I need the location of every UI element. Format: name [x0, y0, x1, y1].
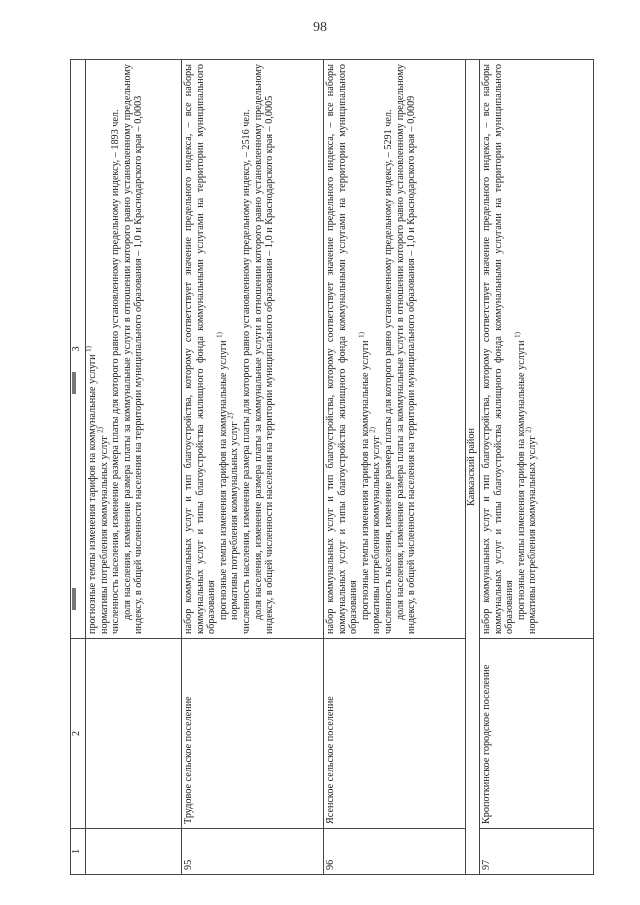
description-line: численность населения, изменение размера платы для которого равно установленному предельному индексу, – 2516 чел. [240, 109, 252, 634]
region-row [466, 60, 480, 875]
row-description [182, 60, 324, 639]
description-line: набор коммунальных услуг и тип благоустройства, которому соответствует значение предельного индекса, – все наборы коммунальных услуг и типы благоустройства жилищного фонда коммунальными услугами на территории муниципального образования [481, 64, 516, 634]
description-line: прогнозные темпы изменения тарифов на коммунальные услуги $^{1)}$ [84, 346, 98, 634]
settlement-name: Трудовое сельское поселение [182, 639, 324, 829]
description-line: прогнозные темпы изменения тарифов на коммунальные услуги $^{1)}$ [513, 332, 527, 620]
row-number: 95 [182, 829, 324, 875]
settlement-name [86, 639, 182, 829]
description-line: доля населения, изменение размера платы за коммунальные услуги в отношении которого равно установленному предельному индексу, в общей численности населения на территории муниципального образования – 1,0 и Краснодарского края – 0,0003 [121, 64, 145, 634]
table-row [324, 60, 466, 875]
row-description [86, 60, 182, 639]
table-row [480, 60, 594, 875]
settlement-name: Ясенское сельское поселение [324, 639, 466, 829]
row-number: 97 [480, 829, 594, 875]
description-line: набор коммунальных услуг и тип благоустройства, которому соответствует значение предельного индекса, – все наборы коммунальных услуг и типы благоустройства жилищного фонда коммунальными услугами на территории муниципального образования [183, 64, 218, 634]
description-line: нормативы потребления коммунальных услуг $^{2)}$ [368, 427, 383, 634]
page-number: 98 [313, 20, 327, 35]
tariff-table [70, 59, 594, 875]
description-line: нормативы потребления коммунальных услуг $^{2)}$ [524, 427, 539, 634]
row-number: 96 [324, 829, 466, 875]
table-row [182, 60, 324, 875]
header-row [71, 60, 86, 875]
table-row [86, 60, 182, 875]
settlement-name: Кропоткинское городское поселение [480, 639, 594, 829]
description-line: нормативы потребления коммунальных услуг $^{2)}$ [226, 413, 241, 620]
description-line: численность населения, изменение размера платы для которого равно установленному предельному индексу, – 1893 чел. [110, 109, 122, 634]
row-description [480, 60, 594, 639]
description-line: доля населения, изменение размера платы за коммунальные услуги в отношении которого равно установленному предельному индексу, в общей численности населения на территории муниципального образования – 1,0 и Краснодарского края – 0,0009 [394, 64, 418, 634]
description-line: набор коммунальных услуг и тип благоустройства, которому соответствует значение предельного индекса, – все наборы коммунальных услуг и типы благоустройства жилищного фонда коммунальными услугами на территории муниципального образования [325, 64, 360, 634]
region-header: Кавказский район [466, 60, 480, 875]
header-cell-2: 2 [71, 639, 86, 829]
header-cell-3: 3 [71, 60, 86, 639]
description-line: прогнозные темпы изменения тарифов на коммунальные услуги $^{1)}$ [357, 332, 371, 620]
description-line: нормативы потребления коммунальных услуг $^{2)}$ [96, 427, 110, 634]
row-number [86, 829, 182, 875]
description-line: доля населения, изменение размера платы за коммунальные услуги в отношении которого равно установленному предельному индексу, в общей численности населения на территории муниципального образования – 1,0 и Краснодарского края – 0,0005 [252, 64, 276, 634]
header-cell-1: 1 [71, 829, 86, 875]
description-line: прогнозные темпы изменения тарифов на коммунальные услуги $^{1)}$ [215, 332, 229, 620]
rotated-table-wrapper [70, 60, 594, 875]
description-line: численность населения, изменение размера платы для которого равно установленному предельному индексу, – 5291 чел. [382, 109, 394, 634]
row-description [324, 60, 466, 639]
